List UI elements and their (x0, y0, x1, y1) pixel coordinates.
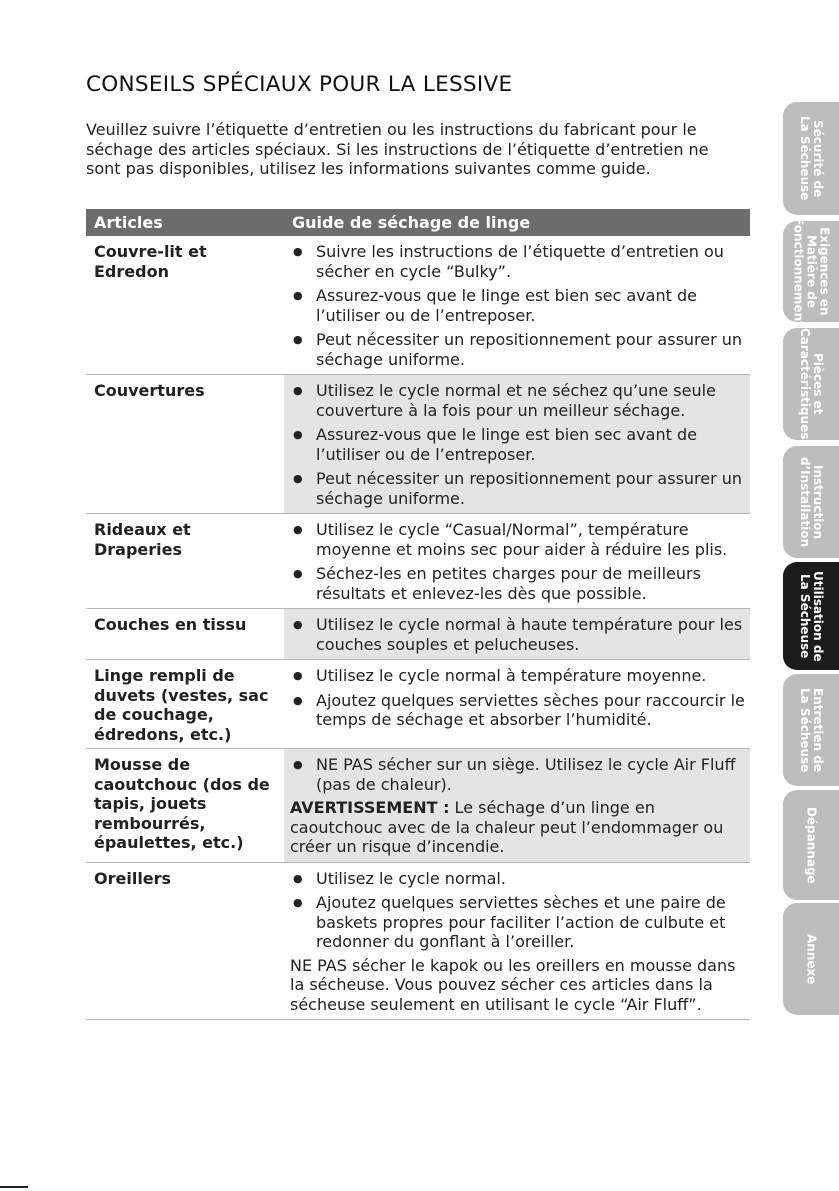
tab-pieces[interactable] (783, 328, 839, 440)
table-row (86, 609, 750, 660)
guide-bullet: ● Utilisez le cycle “Casual/Normal”, température moyenne et moins sec pour aider à réduire les plis. (290, 520, 750, 559)
article-cell: Couches en tissu (86, 609, 284, 660)
guide-cell (284, 514, 750, 609)
guide-bullet: ● Peut nécessiter un repositionnement pour assurer un séchage uniforme. (290, 330, 750, 369)
column-header-articles: Articles (86, 209, 284, 236)
tab-exigences[interactable] (783, 216, 839, 327)
laundry-tips-table (86, 209, 750, 1020)
guide-bullet: ● Ajoutez quelques serviettes sèches et une paire de baskets propres pour faciliter l’action de culbute et redonner du gonflant à l’oreiller. (290, 893, 750, 952)
guide-cell (284, 609, 750, 660)
note-paragraph: NE PAS sécher le kapok ou les oreillers en mousse dans la sécheuse. Vous pouvez sécher ces articles dans la sécheuse seulement en utilisant le cycle “Air Fluff”. (290, 955, 736, 1014)
tab-label: Pièces et Caractéristiques (798, 328, 825, 440)
guide-bullet: ● Suivre les instructions de l’étiquette d’entretien ou sécher en cycle “Bulky”. (290, 242, 750, 281)
tab-annexe[interactable] (783, 903, 839, 1015)
article-cell: Oreillers (86, 862, 284, 1020)
article-cell: Linge rempli de duvets (vestes, sac de couchage, édredons, etc.) (86, 660, 284, 749)
warning-label: AVERTISSEMENT : (290, 798, 450, 817)
column-header-guide: Guide de séchage de linge (284, 209, 750, 236)
table-row (86, 862, 750, 1020)
tab-label: Sécurité de La Sécheuse (798, 116, 825, 201)
table-row (86, 514, 750, 609)
guide-bullet: ● NE PAS sécher sur un siège. Utilisez le cycle Air Fluff (pas de chaleur). (290, 755, 750, 794)
guide-bullet: ● Séchez-les en petites charges pour de meilleurs résultats et enlevez-les dès que possible. (290, 564, 750, 603)
page-title: CONSEILS SPÉCIAUX POUR LA LESSIVE (86, 72, 513, 97)
guide-bullet: ● Peut nécessiter un repositionnement pour assurer un séchage uniforme. (290, 469, 750, 508)
warning-paragraph (290, 798, 750, 857)
tab-depannage[interactable] (783, 790, 839, 900)
tab-utilisation[interactable] (783, 562, 839, 670)
table-row (86, 236, 750, 375)
section-tabs (783, 0, 839, 1191)
tab-label: Annexe (804, 933, 819, 985)
article-cell: Mousse de caoutchouc (dos de tapis, jouets rembourrés, épaulettes, etc.) (86, 749, 284, 863)
tab-label: Dépannage (804, 806, 819, 884)
table-header-row (86, 209, 750, 236)
guide-bullet: ● Assurez-vous que le linge est bien sec avant de l’utiliser ou de l’entreposer. (290, 286, 750, 325)
guide-bullet: ● Utilisez le cycle normal à haute température pour les couches souples et pelucheuses. (290, 615, 750, 654)
tab-label: Exigences en Matière de Fonctionnement (791, 216, 832, 327)
guide-bullet: ● Assurez-vous que le linge est bien sec avant de l’utiliser ou de l’entreposer. (290, 425, 750, 464)
guide-bullet: ● Utilisez le cycle normal à température moyenne. (290, 666, 750, 686)
guide-cell (284, 375, 750, 514)
article-cell: Rideaux et Draperies (86, 514, 284, 609)
tab-label: Entretien de La Sécheuse (798, 687, 825, 773)
article-cell: Couvertures (86, 375, 284, 514)
guide-bullet: ● Ajoutez quelques serviettes sèches pour raccourcir le temps de séchage et absorber l’humidité. (290, 691, 750, 730)
table-row (86, 660, 750, 749)
table-row (86, 375, 750, 514)
intro-paragraph: Veuillez suivre l’étiquette d’entretien ou les instructions du fabricant pour le séchage des articles spéciaux. Si les instructions de l’étiquette d’entretien ne sont pas disponibles, utilisez les informations suivantes comme guide. (86, 120, 709, 178)
tab-securite[interactable] (783, 102, 839, 215)
guide-cell (284, 660, 750, 749)
guide-cell (284, 236, 750, 375)
tab-label: Utilisation de La Sécheuse (798, 570, 825, 662)
guide-cell (284, 862, 750, 1020)
article-cell: Couvre-lit et Edredon (86, 236, 284, 375)
guide-cell (284, 749, 750, 863)
guide-bullet: ● Utilisez le cycle normal et ne séchez qu’une seule couverture à la fois pour un meilleur séchage. (290, 381, 750, 420)
footer-mark (0, 1186, 28, 1188)
tab-entretien[interactable] (783, 674, 839, 786)
warning-text: Le séchage d’un linge en caoutchouc avec de la chaleur peut l’endommager ou créer un risque d’incendie. (290, 798, 724, 856)
table-row (86, 749, 750, 863)
tab-installation[interactable] (783, 446, 839, 558)
tab-label: Instruction d’Installation (798, 456, 825, 548)
guide-bullet: ● Utilisez le cycle normal. (290, 869, 750, 889)
